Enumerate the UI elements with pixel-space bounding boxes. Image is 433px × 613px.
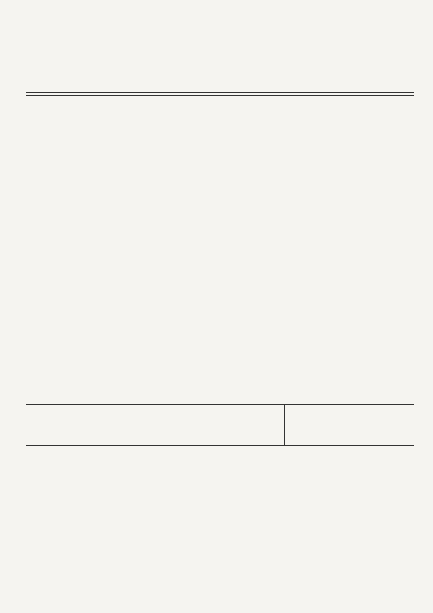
divider-line <box>26 95 414 96</box>
column-header-name <box>26 405 285 446</box>
column-header-code <box>285 405 415 446</box>
divider-line <box>26 92 414 93</box>
parts-table <box>26 404 414 446</box>
